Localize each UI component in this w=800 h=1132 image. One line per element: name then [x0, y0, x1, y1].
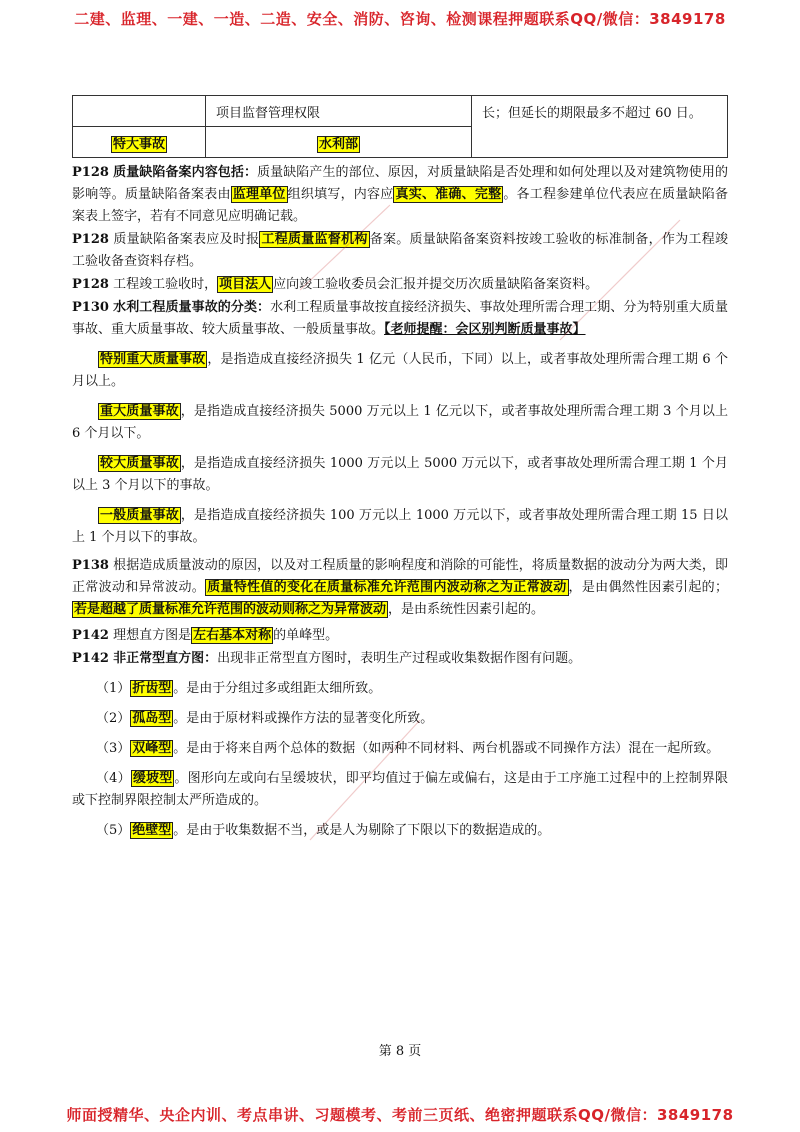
- highlight: 工程质量监督机构: [261, 232, 368, 247]
- highlight: 一般质量事故: [100, 508, 179, 523]
- highlight: 监理单位: [232, 187, 286, 202]
- item-number: （4）: [96, 771, 131, 786]
- section-title: 质量缺陷备案内容包括：: [113, 165, 258, 180]
- text: 工程竣工验收时，: [113, 277, 218, 292]
- teacher-note: 【老师提醒：会区别判断质量事故】: [384, 322, 586, 337]
- text: 根据造成质量波动的原因，以及对工程质量的影响程度和消除的可能性，将质量数据的波动分为两大类，即正常波动和异常波动。: [72, 558, 728, 595]
- text: 备案。质量缺陷备案资料按竣工验收的标准制备，作为工程竣工验收备查资料存档。: [72, 232, 728, 269]
- page-ref: P128: [72, 165, 109, 180]
- item-number: （3）: [96, 741, 131, 756]
- text: 组织填写，内容应: [287, 187, 394, 202]
- section-title: 非正常型直方图：: [113, 651, 218, 666]
- page-ref: P138: [72, 558, 109, 573]
- text: 的单峰型。: [273, 628, 339, 643]
- text: ，是指造成直接经济损失 5000 万元以上 1 亿元以下，或者事故处理所需合理工期 3 个月以上 6 个月以下。: [72, 404, 728, 441]
- page-ref: P142: [72, 628, 109, 643]
- highlight: 缓坡型: [132, 771, 173, 786]
- text: 。各工程参建单位代表应在质量缺陷备案表上签字，若有不同意见应明确记载。: [72, 187, 728, 224]
- highlight: 绝壁型: [132, 823, 172, 838]
- text: 。是由于原材料或操作方法的显著变化所致。: [173, 711, 434, 726]
- table-cell: 项目监督管理权限: [206, 96, 472, 127]
- text: ，是由偶然性因素引起的；: [568, 580, 728, 595]
- highlight: 特大事故: [112, 136, 165, 152]
- item-number: （2）: [96, 711, 131, 726]
- highlight: 折齿型: [132, 681, 172, 696]
- highlight: 真实、准确、完整: [395, 187, 502, 202]
- highlight: 双峰型: [132, 741, 172, 756]
- highlight: 项目法人: [219, 277, 272, 292]
- footer-banner: 师面授精华、央企内训、考点串讲、习题模考、考前三页纸、绝密押题联系QQ/微信：3849178: [66, 1106, 734, 1124]
- item-number: （5）: [96, 823, 131, 838]
- text: 理想直方图是: [113, 628, 192, 643]
- page-ref: P128: [72, 277, 109, 292]
- text: 出现非正常型直方图时，表明生产过程或收集数据作图有问题。: [217, 651, 582, 666]
- page-ref: P130: [72, 300, 109, 315]
- text: 质量缺陷备案表应及时报: [113, 232, 260, 247]
- page-ref: P142: [72, 651, 109, 666]
- text: 。是由于收集数据不当，或是人为剔除了下限以下的数据造成的。: [173, 823, 551, 838]
- page-number: 第 8 页: [378, 1044, 422, 1059]
- text: 应向竣工验收委员会汇报并提交历次质量缺陷备案资料。: [273, 277, 599, 292]
- text: 水利工程质量事故按直接经济损失、事故处理所需合理工期、分为特别重大质量事故、重大质量事故、较大质量事故、一般质量事故。: [72, 300, 728, 337]
- text: 。是由于分组过多或组距太细所致。: [173, 681, 382, 696]
- highlight: 特别重大质量事故: [100, 352, 206, 367]
- highlight: 若是超越了质量标准允许范围的波动则称之为异常波动: [74, 602, 387, 617]
- highlight: 孤岛型: [132, 711, 172, 726]
- text: ，是指造成直接经济损失 1000 万元以上 5000 万元以下，或者事故处理所需合理工期 1 个月以上 3 个月以下的事故。: [72, 456, 728, 493]
- text: ，是由系统性因素引起的。: [388, 602, 545, 617]
- text: ，是指造成直接经济损失 100 万元以上 1000 万元以下，或者事故处理所需合理工期 15 日以上 1 个月以下的事故。: [72, 508, 728, 545]
- header-banner: 二建、监理、一建、一造、二造、安全、消防、咨询、检测课程押题联系QQ/微信：3849178: [74, 10, 726, 28]
- highlight: 较大质量事故: [100, 456, 179, 471]
- text: 质量缺陷产生的部位、原因，对质量缺陷是否处理和如何处理以及对建筑物使用的影响等。质量缺陷备案表由: [72, 165, 728, 202]
- highlight: 左右基本对称: [193, 628, 272, 643]
- section-title: 水利工程质量事故的分类：: [113, 300, 271, 315]
- item-number: （1）: [96, 681, 131, 696]
- text: ，是指造成直接经济损失 1 亿元（人民币，下同）以上，或者事故处理所需合理工期 6 个月以上。: [72, 352, 728, 389]
- text: 。图形向左或向右呈缓坡状，即平均值过于偏左或偏右，这是由于工序施工过程中的上控制界限或下控制界限控制太严所造成的。: [72, 771, 728, 808]
- page-ref: P128: [72, 232, 109, 247]
- text: 。是由于将来自两个总体的数据（如两种不同材料、两台机器或不同操作方法）混在一起所致。: [173, 741, 720, 756]
- highlight: 重大质量事故: [100, 404, 179, 419]
- highlight: 质量特性值的变化在质量标准允许范围内波动称之为正常波动: [207, 580, 567, 595]
- table-cell-text: 长；但延长的期限最多不超过 60 日。: [482, 106, 702, 121]
- highlight: 水利部: [318, 136, 358, 152]
